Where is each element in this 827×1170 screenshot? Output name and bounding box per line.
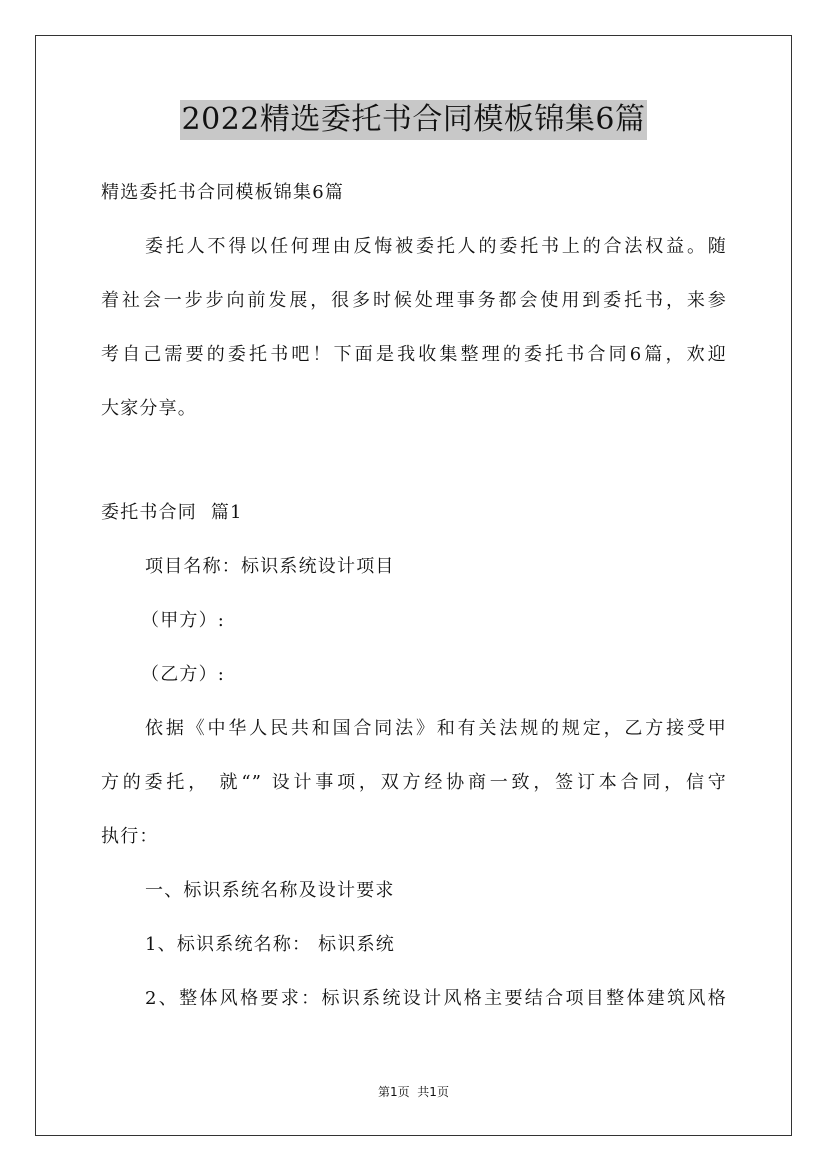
document-body	[101, 174, 727, 1034]
page-number: 第1页 共1页	[378, 1085, 449, 1099]
title-container	[0, 100, 827, 140]
intro-line: 大家分享。	[101, 398, 197, 419]
intro-line: 着社会一步步向前发展，很多时候处理事务都会使用到委托书，来参	[101, 290, 727, 311]
intro-line: 委托人不得以任何理由反悔被委托人的委托书上的合法权益。随	[145, 236, 727, 257]
clause-item: 1、标识系统名称： 标识系统	[145, 934, 395, 955]
page-footer	[0, 1083, 827, 1100]
basis-line: 依据《中华人民共和国合同法》和有关法规的规定，乙方接受甲	[145, 718, 727, 739]
section-heading: 委托书合同 篇1	[101, 502, 243, 523]
clause-heading: 一、标识系统名称及设计要求	[145, 880, 395, 901]
spacer	[101, 444, 727, 494]
party-a: （甲方）:	[141, 610, 226, 631]
document-subtitle: 精选委托书合同模板锦集6篇	[101, 182, 345, 203]
project-name: 项目名称：标识系统设计项目	[145, 556, 395, 577]
party-b: （乙方）:	[141, 664, 226, 685]
document-title: 2022精选委托书合同模板锦集6篇	[180, 100, 648, 140]
clause-item: 2、整体风格要求：标识系统设计风格主要结合项目整体建筑风格	[145, 988, 727, 1009]
intro-line: 考自己需要的委托书吧！下面是我收集整理的委托书合同6篇，欢迎	[101, 344, 727, 365]
basis-line: 执行：	[101, 826, 159, 847]
basis-line: 方的委托， 就“” 设计事项，双方经协商一致，签订本合同，信守	[101, 772, 727, 793]
